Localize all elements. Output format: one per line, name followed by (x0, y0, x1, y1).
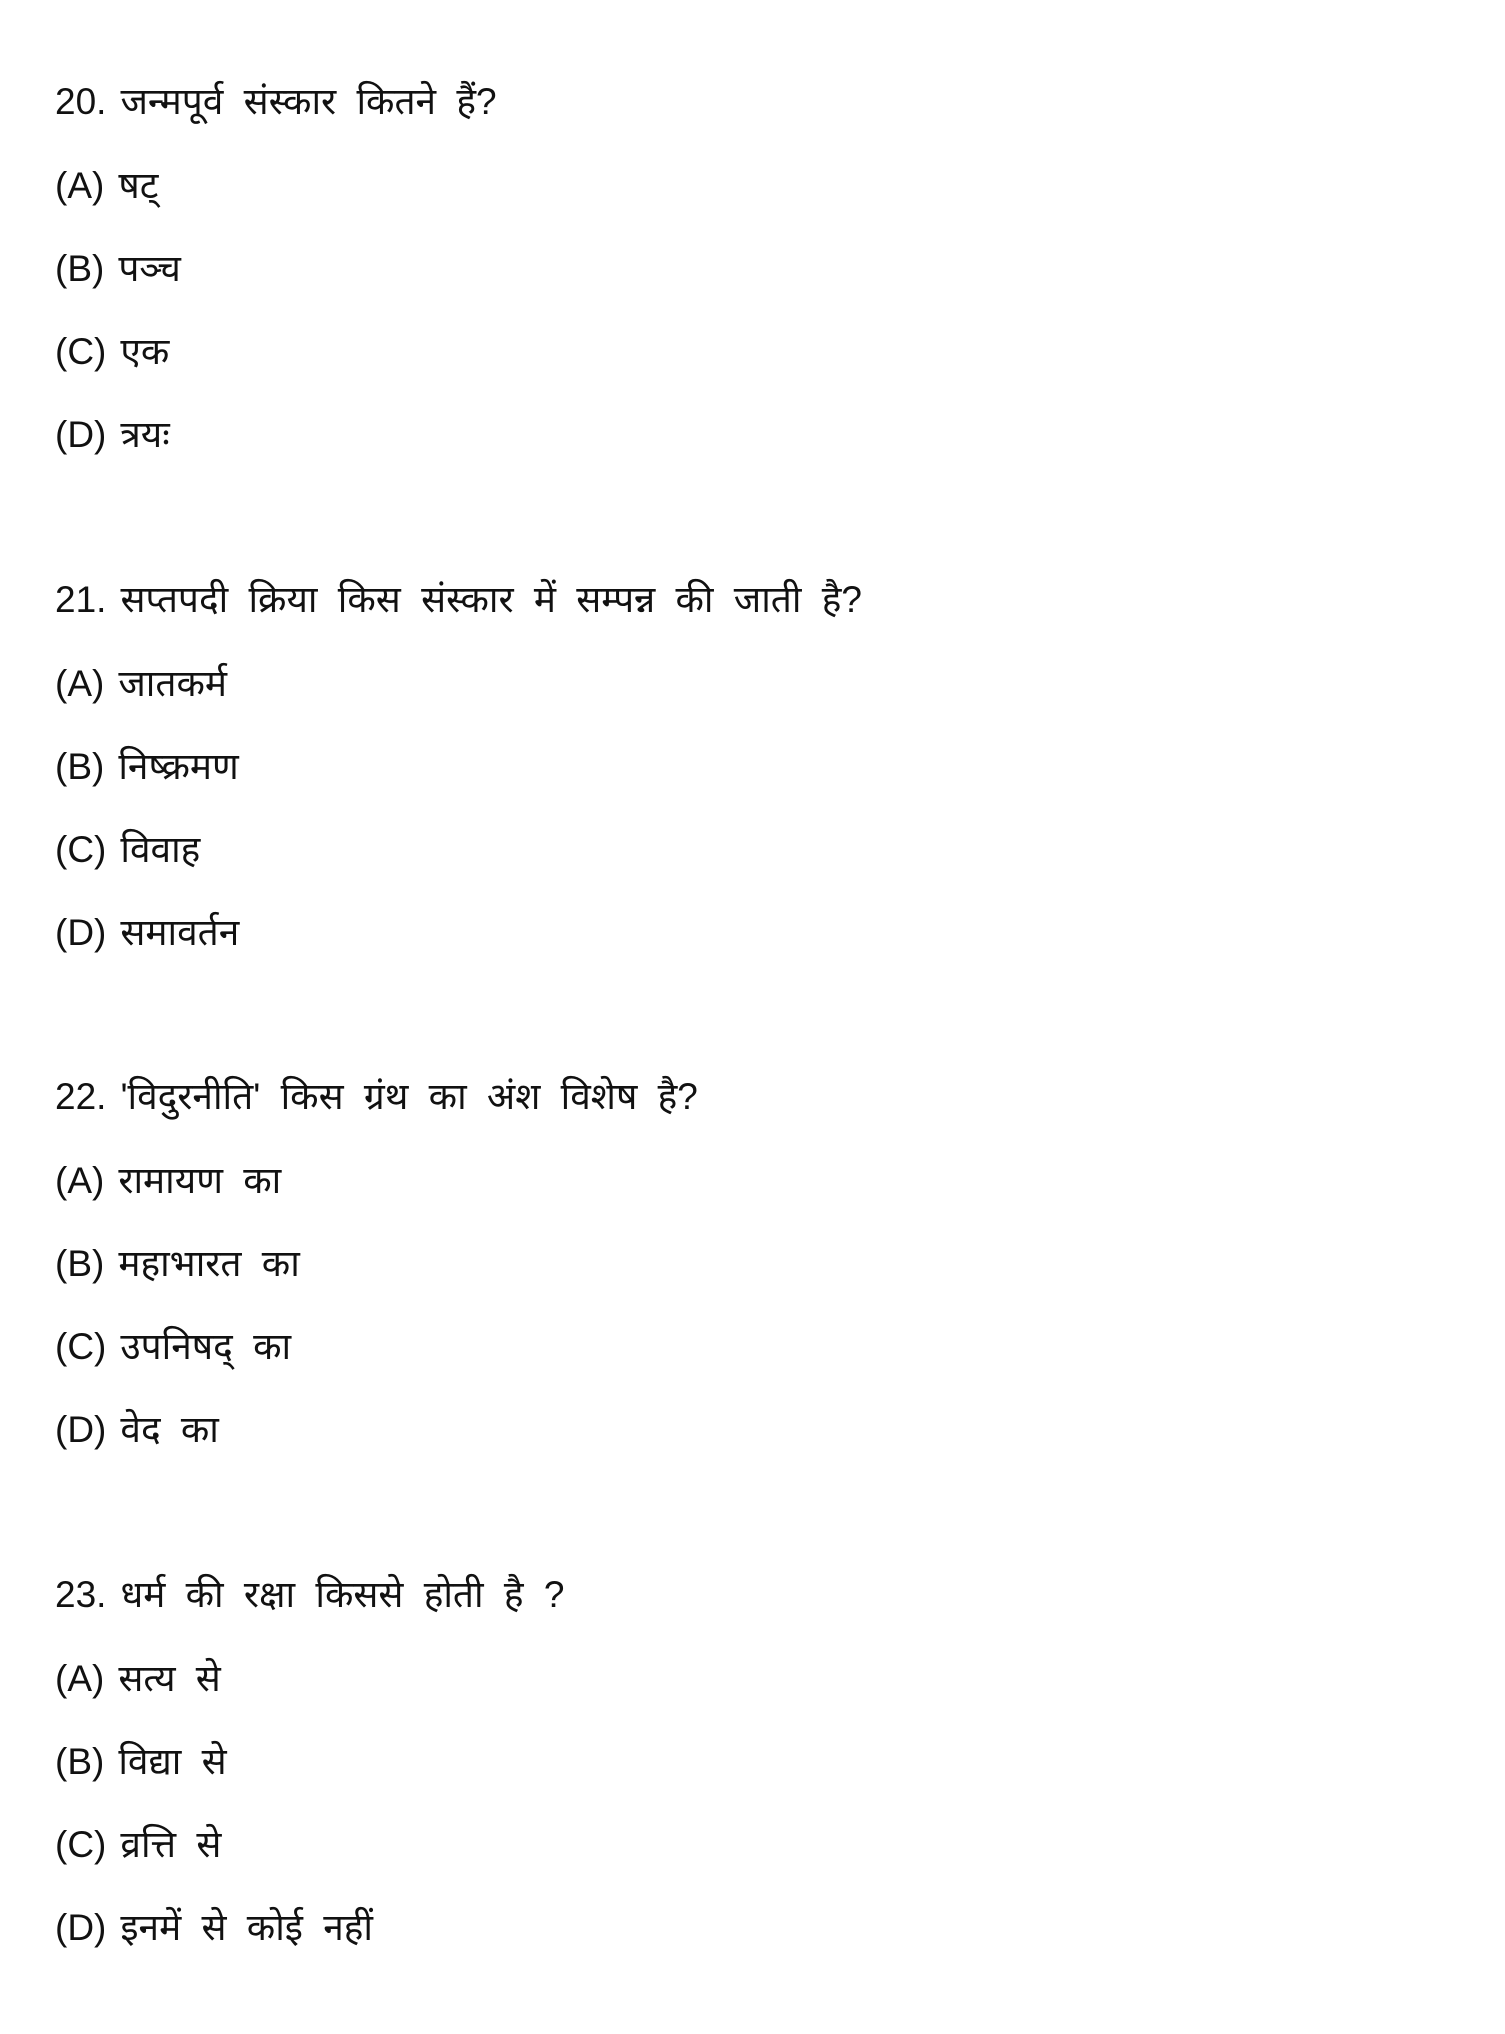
option-text: व्रत्ति से (120, 1824, 222, 1865)
question-text: 'विदुरनीति' किस ग्रंथ का अंश विशेष है? (120, 1076, 698, 1117)
option-text: एक (120, 331, 170, 372)
option-label: (D) (55, 1907, 107, 1948)
option-label: (B) (55, 1243, 105, 1284)
option-label: (B) (55, 746, 105, 787)
option-label: (B) (55, 248, 105, 289)
question-number: 20. (55, 81, 107, 122)
option-text: समावर्तन (120, 912, 240, 953)
option-text: विद्या से (118, 1741, 227, 1782)
question-number: 21. (55, 579, 107, 620)
option-label: (C) (55, 1326, 107, 1367)
answer-option (55, 1406, 219, 1454)
option-label: (A) (55, 165, 105, 206)
answer-option (55, 1655, 221, 1703)
option-label: (C) (55, 829, 107, 870)
question-heading (55, 1073, 698, 1121)
question-text: धर्म की रक्षा किससे होती है ? (120, 1574, 565, 1615)
option-text: वेद का (120, 1409, 219, 1450)
option-label: (B) (55, 1741, 105, 1782)
answer-option (55, 660, 227, 708)
answer-option (55, 1821, 221, 1869)
answer-option (55, 743, 239, 791)
answer-option (55, 328, 169, 376)
option-text: सत्य से (118, 1658, 221, 1699)
option-text: महाभारत का (118, 1243, 300, 1284)
option-label: (C) (55, 1824, 107, 1865)
option-text: पञ्च (118, 248, 181, 289)
option-label: (D) (55, 414, 107, 455)
option-text: षट् (118, 165, 159, 206)
answer-option (55, 1240, 300, 1288)
question-text: जन्मपूर्व संस्कार कितने हैं? (120, 81, 497, 122)
question-text: सप्तपदी क्रिया किस संस्कार में सम्पन्न की जाती है? (120, 579, 862, 620)
answer-option (55, 1323, 291, 1371)
answer-option (55, 1904, 373, 1952)
option-label: (C) (55, 331, 107, 372)
option-label: (D) (55, 1409, 107, 1450)
answer-option (55, 1157, 281, 1205)
answer-option (55, 162, 158, 210)
question-number: 23. (55, 1574, 107, 1615)
option-text: विवाह (120, 829, 201, 870)
option-label: (A) (55, 663, 105, 704)
option-label: (D) (55, 912, 107, 953)
option-label: (A) (55, 1160, 105, 1201)
option-text: रामायण का (118, 1160, 282, 1201)
answer-option (55, 909, 239, 957)
option-text: जातकर्म (118, 663, 227, 704)
answer-option (55, 411, 170, 459)
option-label: (A) (55, 1658, 105, 1699)
question-number: 22. (55, 1076, 107, 1117)
option-text: त्रयः (120, 414, 170, 455)
question-heading (55, 576, 862, 624)
answer-option (55, 1738, 227, 1786)
answer-option (55, 826, 200, 874)
option-text: उपनिषद् का (120, 1326, 292, 1367)
option-text: इनमें से कोई नहीं (120, 1907, 373, 1948)
question-heading (55, 1571, 564, 1619)
option-text: निष्क्रमण (118, 746, 239, 787)
question-heading (55, 78, 497, 126)
answer-option (55, 245, 181, 293)
